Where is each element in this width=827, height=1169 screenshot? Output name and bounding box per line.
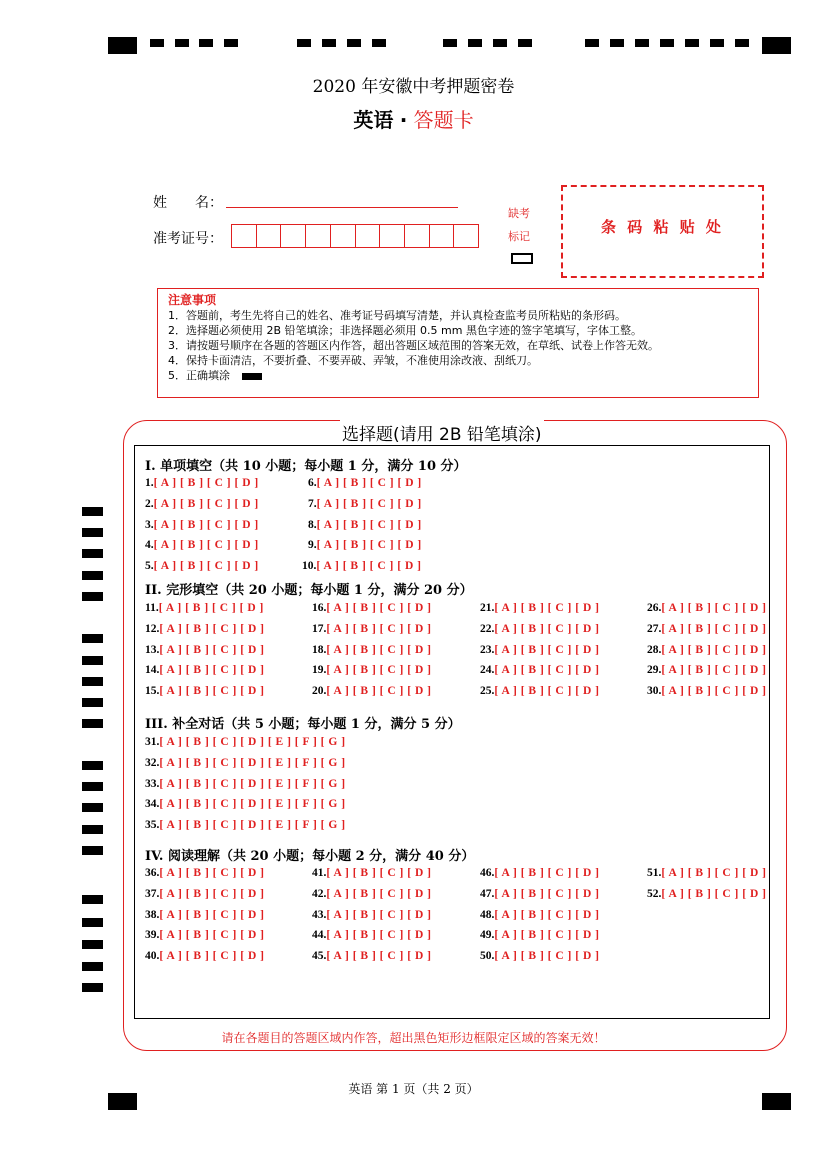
side-mark xyxy=(82,895,103,904)
title-separator: · xyxy=(399,108,408,132)
notice-item: 2．选择题必须使用 2B 铅笔填涂；非选择题必须用 0.5 mm 黑色字迹的签字笔填写，字体工整。 xyxy=(168,324,642,337)
answer-options[interactable]: [ A ] [ B ] [ C ] [ D ] xyxy=(159,908,265,921)
answer-row xyxy=(480,867,599,879)
answer-row xyxy=(312,888,431,900)
answer-row xyxy=(308,498,422,510)
answer-options[interactable]: [ A ] [ B ] [ C ] [ D ] [ E ] [ F ] [ G ] xyxy=(159,798,346,811)
side-mark xyxy=(82,719,103,728)
timing-mark xyxy=(610,39,624,47)
answer-options[interactable]: [ A ] [ B ] [ C ] [ D ] xyxy=(159,685,265,698)
answer-row xyxy=(302,560,421,572)
answer-options[interactable]: [ A ] [ B ] [ C ] [ D ] xyxy=(494,664,600,677)
answer-row xyxy=(145,950,264,962)
question-number: 51. xyxy=(647,867,662,879)
question-number: 31. xyxy=(145,736,160,748)
question-number: 39. xyxy=(145,929,160,942)
answer-row xyxy=(480,909,599,921)
question-number: 15. xyxy=(145,685,160,698)
question-number: 18. xyxy=(312,643,327,656)
answer-options[interactable]: [ A ] [ B ] [ C ] [ D ] xyxy=(153,560,259,573)
answer-row xyxy=(145,778,346,790)
answer-row xyxy=(312,644,431,656)
answer-options[interactable]: [ A ] [ B ] [ C ] [ D ] xyxy=(326,929,432,942)
answer-row xyxy=(308,539,422,551)
answer-options[interactable]: [ A ] [ B ] [ C ] [ D ] xyxy=(158,602,264,614)
question-number: 40. xyxy=(145,950,160,963)
answer-row xyxy=(312,623,431,635)
answer-options[interactable]: [ A ] [ B ] [ C ] [ D ] xyxy=(494,685,600,698)
question-number: 47. xyxy=(480,887,495,900)
answer-options[interactable]: [ A ] [ B ] [ C ] [ D ] [ E ] [ F ] [ G ] xyxy=(159,777,346,790)
timing-mark xyxy=(585,39,599,47)
side-mark xyxy=(82,698,103,707)
answer-row xyxy=(480,929,599,941)
answer-options[interactable]: [ A ] [ B ] [ C ] [ D ] xyxy=(316,477,422,489)
section-title: IV. 阅读理解（共 20 小题；每小题 2 分，满分 40 分） xyxy=(145,849,475,864)
side-mark xyxy=(82,528,103,537)
question-number: 20. xyxy=(312,685,327,698)
timing-mark xyxy=(347,39,361,47)
question-number: 38. xyxy=(145,908,160,921)
answer-row xyxy=(145,498,259,510)
answer-options[interactable]: [ A ] [ B ] [ C ] [ D ] xyxy=(494,950,600,963)
section-title: II. 完形填空（共 20 小题；每小题 1 分，满分 20 分） xyxy=(145,583,473,598)
answer-options[interactable]: [ A ] [ B ] [ C ] [ D ] xyxy=(159,887,265,900)
timing-mark xyxy=(635,39,649,47)
answer-row xyxy=(312,909,431,921)
answer-options[interactable]: [ A ] [ B ] [ C ] [ D ] xyxy=(159,929,265,942)
question-number: 14. xyxy=(145,664,160,677)
timing-mark xyxy=(493,39,507,47)
answer-row xyxy=(312,602,431,614)
answer-options[interactable]: [ A ] [ B ] [ C ] [ D ] xyxy=(153,497,259,510)
side-mark xyxy=(82,634,103,643)
question-number: 35. xyxy=(145,819,160,832)
side-mark xyxy=(82,825,103,834)
answer-row xyxy=(145,644,264,656)
answer-options[interactable]: [ A ] [ B ] [ C ] [ D ] xyxy=(326,622,432,635)
answer-options[interactable]: [ A ] [ B ] [ C ] [ D ] xyxy=(661,622,767,635)
question-number: 3. xyxy=(145,518,154,531)
question-number: 2. xyxy=(145,497,154,510)
question-number: 36. xyxy=(145,867,160,879)
question-number: 49. xyxy=(480,929,495,942)
choice-title: 选择题(请用 2B 铅笔填涂) xyxy=(340,420,544,445)
answer-options[interactable]: [ A ] [ B ] [ C ] [ D ] xyxy=(326,887,432,900)
answer-options[interactable]: [ A ] [ B ] [ C ] [ D ] xyxy=(494,643,600,656)
answer-options[interactable]: [ A ] [ B ] [ C ] [ D ] xyxy=(326,950,432,963)
answer-row xyxy=(480,644,599,656)
answer-options[interactable]: [ A ] [ B ] [ C ] [ D ] [ E ] [ F ] [ G ] xyxy=(159,756,346,769)
question-number: 26. xyxy=(647,602,662,614)
notice-item: 3．请按题号顺序在各题的答题区内作答，超出答题区域范围的答案无效，在草纸、试卷上作答无效。 xyxy=(168,339,659,352)
answer-row xyxy=(647,644,766,656)
answer-row xyxy=(145,539,259,551)
answer-row xyxy=(145,560,259,572)
notice-title: 注意事项 xyxy=(168,293,217,307)
timing-mark xyxy=(175,39,189,47)
question-number: 9. xyxy=(308,539,317,552)
question-number: 27. xyxy=(647,622,662,635)
id-label: 准考证号： xyxy=(153,231,223,247)
answer-options[interactable]: [ A ] [ B ] [ C ] [ D ] xyxy=(159,950,265,963)
answer-options[interactable]: [ A ] [ B ] [ C ] [ D ] xyxy=(661,664,767,677)
side-mark xyxy=(82,549,103,558)
timing-mark xyxy=(224,39,238,47)
answer-row xyxy=(145,798,346,810)
answer-row xyxy=(480,950,599,962)
answer-row xyxy=(145,685,264,697)
question-number: 48. xyxy=(480,908,495,921)
answer-options[interactable]: [ A ] [ B ] [ C ] [ D ] xyxy=(494,602,600,614)
side-mark xyxy=(82,761,103,770)
answer-options[interactable]: [ A ] [ B ] [ C ] [ D ] xyxy=(661,643,767,656)
answer-row xyxy=(647,888,766,900)
answer-options[interactable]: [ A ] [ B ] [ C ] [ D ] xyxy=(326,602,432,614)
answer-options[interactable]: [ A ] [ B ] [ C ] [ D ] xyxy=(153,477,259,489)
answer-options[interactable]: [ A ] [ B ] [ C ] [ D ] xyxy=(316,560,422,572)
answer-row xyxy=(145,623,264,635)
timing-mark xyxy=(372,39,386,47)
page-title xyxy=(0,104,827,133)
notice-item: 1．答题前，考生先将自己的姓名、准考证号码填写清楚，并认真检查监考员所粘贴的条形码。 xyxy=(168,309,626,322)
question-number: 37. xyxy=(145,887,160,900)
side-mark xyxy=(82,571,103,580)
answer-row xyxy=(647,664,766,676)
answer-options[interactable]: [ A ] [ B ] [ C ] [ D ] xyxy=(494,929,600,942)
timing-mark xyxy=(685,39,699,47)
question-number: 43. xyxy=(312,908,327,921)
timing-mark xyxy=(518,39,532,47)
question-number: 19. xyxy=(312,664,327,677)
answer-options[interactable]: [ A ] [ B ] [ C ] [ D ] xyxy=(326,908,432,921)
question-number: 34. xyxy=(145,798,160,811)
answer-options[interactable]: [ A ] [ B ] [ C ] [ D ] xyxy=(159,867,265,879)
question-number: 1. xyxy=(145,477,154,489)
answer-row xyxy=(145,929,264,941)
answer-row xyxy=(480,664,599,676)
answer-options[interactable]: [ A ] [ B ] [ C ] [ D ] xyxy=(661,602,767,614)
answer-row xyxy=(145,909,264,921)
answer-options[interactable]: [ A ] [ B ] [ C ] [ D ] xyxy=(326,664,432,677)
timing-mark xyxy=(322,39,336,47)
answer-row xyxy=(145,867,264,879)
question-number: 4. xyxy=(145,539,154,552)
notice-item: 4．保持卡面清洁，不要折叠、不要弄破、弄皱，不准使用涂改液、刮纸刀。 xyxy=(168,354,538,367)
section-title: I. 单项填空（共 10 小题；每小题 1 分，满分 10 分） xyxy=(145,459,467,474)
answer-options[interactable]: [ A ] [ B ] [ C ] [ D ] xyxy=(326,867,432,879)
answer-row xyxy=(480,888,599,900)
question-number: 6. xyxy=(308,477,317,489)
answer-options[interactable]: [ A ] [ B ] [ C ] [ D ] xyxy=(316,518,422,531)
answer-row xyxy=(308,519,422,531)
answer-row xyxy=(145,888,264,900)
question-number: 13. xyxy=(145,643,160,656)
side-mark xyxy=(82,940,103,949)
answer-options[interactable]: [ A ] [ B ] [ C ] [ D ] xyxy=(159,643,265,656)
answer-row xyxy=(145,736,346,748)
timing-mark xyxy=(297,39,311,47)
answer-options[interactable]: [ A ] [ B ] [ C ] [ D ] xyxy=(494,867,600,879)
answer-row xyxy=(312,685,431,697)
absent-label: 缺考 xyxy=(508,207,530,220)
answer-options[interactable]: [ A ] [ B ] [ C ] [ D ] xyxy=(316,497,422,510)
question-number: 7. xyxy=(308,497,317,510)
answer-options[interactable]: [ A ] [ B ] [ C ] [ D ] xyxy=(661,867,767,879)
question-number: 28. xyxy=(647,643,662,656)
question-number: 30. xyxy=(647,685,662,698)
answer-options[interactable]: [ A ] [ B ] [ C ] [ D ] xyxy=(159,622,265,635)
question-number: 23. xyxy=(480,643,495,656)
notice-item xyxy=(168,368,748,383)
answer-options[interactable]: [ A ] [ B ] [ C ] [ D ] xyxy=(326,643,432,656)
side-mark xyxy=(82,507,103,516)
answer-options[interactable]: [ A ] [ B ] [ C ] [ D ] xyxy=(661,685,767,698)
question-number: 52. xyxy=(647,887,662,900)
side-mark xyxy=(82,782,103,791)
side-mark xyxy=(82,918,103,927)
timing-mark xyxy=(660,39,674,47)
question-number: 8. xyxy=(308,518,317,531)
footer-warning: 请在各题目的答题区域内作答，超出黑色矩形边框限定区域的答案无效！ xyxy=(221,1031,606,1045)
answer-options[interactable]: [ A ] [ B ] [ C ] [ D ] xyxy=(494,887,600,900)
question-number: 29. xyxy=(647,664,662,677)
side-mark xyxy=(82,803,103,812)
question-number: 24. xyxy=(480,664,495,677)
question-number: 12. xyxy=(145,622,160,635)
answer-row xyxy=(145,602,264,614)
answer-row xyxy=(647,623,766,635)
question-number: 44. xyxy=(312,929,327,942)
answer-options[interactable]: [ A ] [ B ] [ C ] [ D ] xyxy=(326,685,432,698)
question-number: 16. xyxy=(312,602,327,614)
answer-options[interactable]: [ A ] [ B ] [ C ] [ D ] [ E ] [ F ] [ G ] xyxy=(159,736,346,748)
question-number: 11. xyxy=(145,602,159,614)
timing-mark xyxy=(735,39,749,47)
corner-mark xyxy=(762,37,791,54)
answer-options[interactable]: [ A ] [ B ] [ C ] [ D ] xyxy=(316,539,422,552)
question-number: 21. xyxy=(480,602,495,614)
answer-row xyxy=(308,477,422,489)
answer-row xyxy=(145,757,346,769)
answer-row xyxy=(480,685,599,697)
answer-row xyxy=(480,602,599,614)
timing-mark xyxy=(150,39,164,47)
corner-mark xyxy=(108,37,137,54)
question-number: 22. xyxy=(480,622,495,635)
answer-row xyxy=(145,519,259,531)
fill-sample xyxy=(242,373,262,380)
notice-item-text: 5．正确填涂 xyxy=(168,369,230,382)
name-label: 姓 名： xyxy=(153,195,223,211)
question-number: 50. xyxy=(480,950,495,963)
answer-row xyxy=(647,867,766,879)
barcode-label: 条 码 粘 贴 处 xyxy=(601,218,724,236)
answer-row xyxy=(647,602,766,614)
answer-options[interactable]: [ A ] [ B ] [ C ] [ D ] [ E ] [ F ] [ G ] xyxy=(159,819,346,832)
timing-mark xyxy=(468,39,482,47)
question-number: 10. xyxy=(302,560,317,572)
absent-label: 标记 xyxy=(508,230,530,243)
question-number: 17. xyxy=(312,622,327,635)
id-number-field[interactable] xyxy=(231,224,479,248)
answer-options[interactable]: [ A ] [ B ] [ C ] [ D ] xyxy=(153,539,259,552)
side-mark xyxy=(82,983,103,992)
side-mark xyxy=(82,962,103,971)
answer-row xyxy=(145,664,264,676)
question-number: 5. xyxy=(145,560,154,573)
name-field[interactable] xyxy=(226,207,458,208)
answer-options[interactable]: [ A ] [ B ] [ C ] [ D ] xyxy=(494,908,600,921)
timing-mark xyxy=(199,39,213,47)
timing-mark xyxy=(443,39,457,47)
answer-row xyxy=(312,929,431,941)
timing-mark xyxy=(710,39,724,47)
exam-title: 2020 年安徽中考押题密卷 xyxy=(312,77,515,97)
answer-row xyxy=(312,867,431,879)
section-title: III. 补全对话（共 5 小题；每小题 1 分，满分 5 分） xyxy=(145,717,461,732)
answer-options[interactable]: [ A ] [ B ] [ C ] [ D ] xyxy=(153,518,259,531)
answer-row xyxy=(312,664,431,676)
notice-box xyxy=(157,288,759,398)
question-number: 45. xyxy=(312,950,327,963)
question-number: 42. xyxy=(312,887,327,900)
side-mark xyxy=(82,656,103,665)
question-number: 46. xyxy=(480,867,495,879)
question-number: 32. xyxy=(145,756,160,769)
question-number: 33. xyxy=(145,777,160,790)
side-mark xyxy=(82,677,103,686)
side-mark xyxy=(82,592,103,601)
page-number: 英语 第 1 页（共 2 页） xyxy=(348,1082,479,1096)
answer-row xyxy=(480,623,599,635)
subject-label: 英语 xyxy=(353,108,394,132)
card-label: 答题卡 xyxy=(413,108,474,132)
answer-row xyxy=(145,477,259,489)
side-mark xyxy=(82,846,103,855)
answer-row xyxy=(145,819,346,831)
answer-options[interactable]: [ A ] [ B ] [ C ] [ D ] xyxy=(159,664,265,677)
answer-options[interactable]: [ A ] [ B ] [ C ] [ D ] xyxy=(494,622,600,635)
question-number: 41. xyxy=(312,867,327,879)
barcode-area xyxy=(561,185,764,278)
question-number: 25. xyxy=(480,685,495,698)
answer-row xyxy=(312,950,431,962)
answer-row xyxy=(647,685,766,697)
absent-mark-box[interactable] xyxy=(511,253,533,264)
answer-options[interactable]: [ A ] [ B ] [ C ] [ D ] xyxy=(661,887,767,900)
